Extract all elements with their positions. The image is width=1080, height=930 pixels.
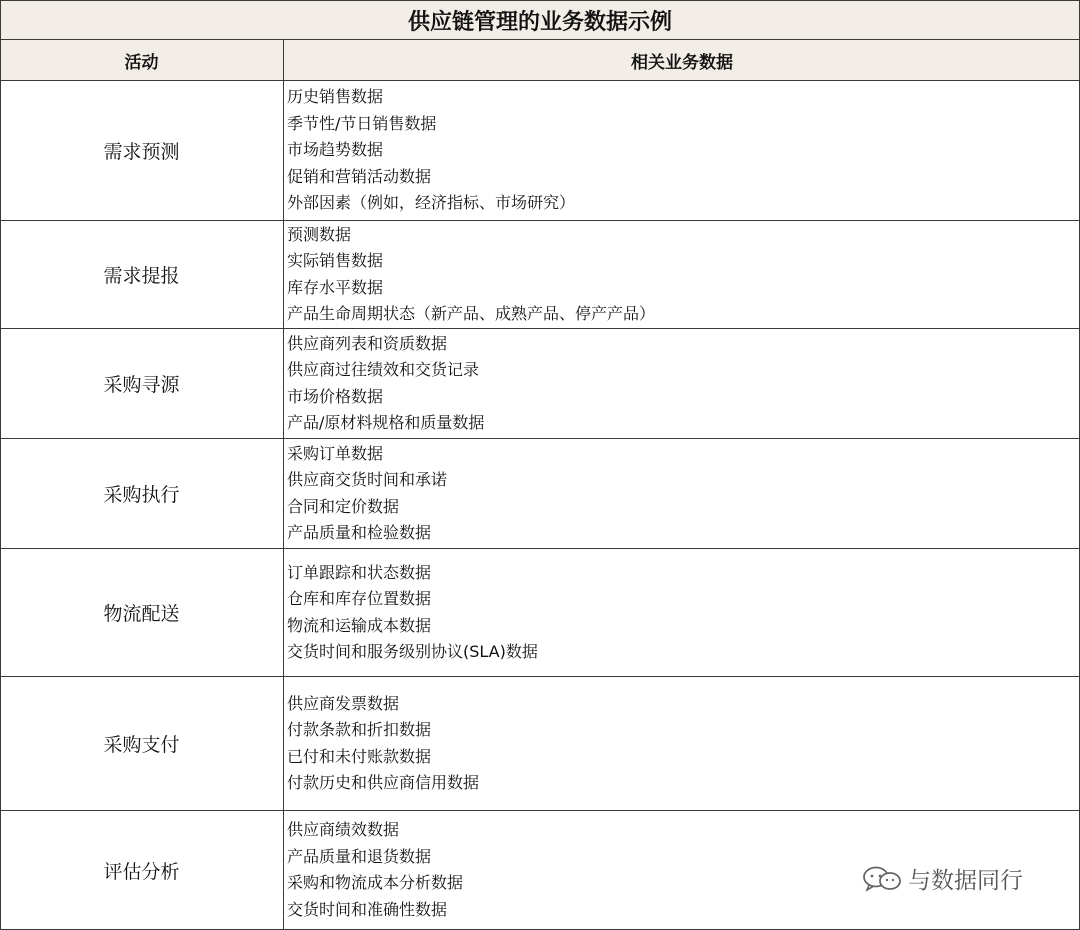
- data-item: 市场趋势数据: [287, 140, 384, 160]
- data-item: 订单跟踪和状态数据: [287, 562, 432, 582]
- watermark-text: 与数据同行: [908, 868, 1023, 894]
- table-header-row: [1, 40, 1079, 81]
- data-item: 促销和营销活动数据: [287, 166, 432, 186]
- data-item: 合同和定价数据: [287, 496, 400, 516]
- data-item: 产品生命周期状态（新产品、成熟产品、停产产品）: [287, 304, 656, 323]
- data-cell: [283, 677, 1079, 810]
- table-row: [1, 221, 1079, 329]
- activity-cell: 需求预测: [103, 141, 180, 163]
- data-item: 季节性/节日销售数据: [287, 113, 437, 133]
- data-item: 预测数据: [287, 224, 352, 244]
- table-row: [1, 549, 1079, 677]
- data-item: 实际销售数据: [287, 251, 384, 270]
- data-item: 市场价格数据: [287, 386, 384, 406]
- data-cell: [283, 221, 1079, 328]
- table-row: [1, 439, 1079, 549]
- data-item: 付款条款和折扣数据: [287, 720, 432, 739]
- header-related-data: 相关业务数据: [283, 40, 1080, 80]
- data-item: 产品/原材料规格和质量数据: [287, 413, 485, 432]
- data-item: 采购订单数据: [287, 443, 384, 463]
- data-cell: [283, 439, 1079, 548]
- data-cell: [283, 549, 1079, 676]
- header-activity: 活动: [124, 52, 159, 73]
- data-item: 产品质量和检验数据: [287, 523, 432, 542]
- data-item: 供应商过往绩效和交货记录: [287, 360, 480, 379]
- table-row: [1, 677, 1079, 811]
- data-item: 产品质量和退货数据: [287, 846, 432, 866]
- data-item: 仓库和库存位置数据: [287, 589, 432, 608]
- data-item: 供应商绩效数据: [287, 820, 400, 839]
- activity-cell: 需求提报: [103, 265, 180, 287]
- data-item: 供应商交货时间和承诺: [287, 470, 448, 489]
- activity-cell: 采购支付: [103, 734, 180, 756]
- activity-cell: 采购寻源: [103, 374, 180, 396]
- activity-cell: 物流配送: [103, 603, 180, 625]
- data-item: 供应商列表和资质数据: [287, 333, 448, 353]
- data-item: 历史销售数据: [287, 87, 384, 107]
- table-title: 供应链管理的业务数据示例: [1, 1, 1079, 40]
- data-item: 库存水平数据: [287, 277, 384, 297]
- activity-cell: 采购执行: [103, 484, 180, 506]
- data-item: 外部因素（例如，经济指标、市场研究）: [287, 193, 576, 213]
- watermark: [862, 862, 1023, 895]
- data-item: 物流和运输成本数据: [287, 615, 432, 635]
- data-item: 交货时间和服务级别协议(SLA)数据: [287, 642, 538, 661]
- table-row: [1, 81, 1079, 221]
- data-cell: [283, 329, 1079, 438]
- data-item: 已付和未付账款数据: [287, 746, 432, 766]
- data-item: 供应商发票数据: [287, 693, 400, 713]
- data-cell: [283, 81, 1079, 220]
- data-item: 付款历史和供应商信用数据: [287, 773, 480, 792]
- table-row: [1, 329, 1079, 439]
- data-item: 交货时间和准确性数据: [287, 899, 448, 919]
- data-item: 采购和物流成本分析数据: [287, 873, 464, 892]
- wechat-icon: [862, 866, 902, 892]
- activity-cell: 评估分析: [103, 860, 180, 883]
